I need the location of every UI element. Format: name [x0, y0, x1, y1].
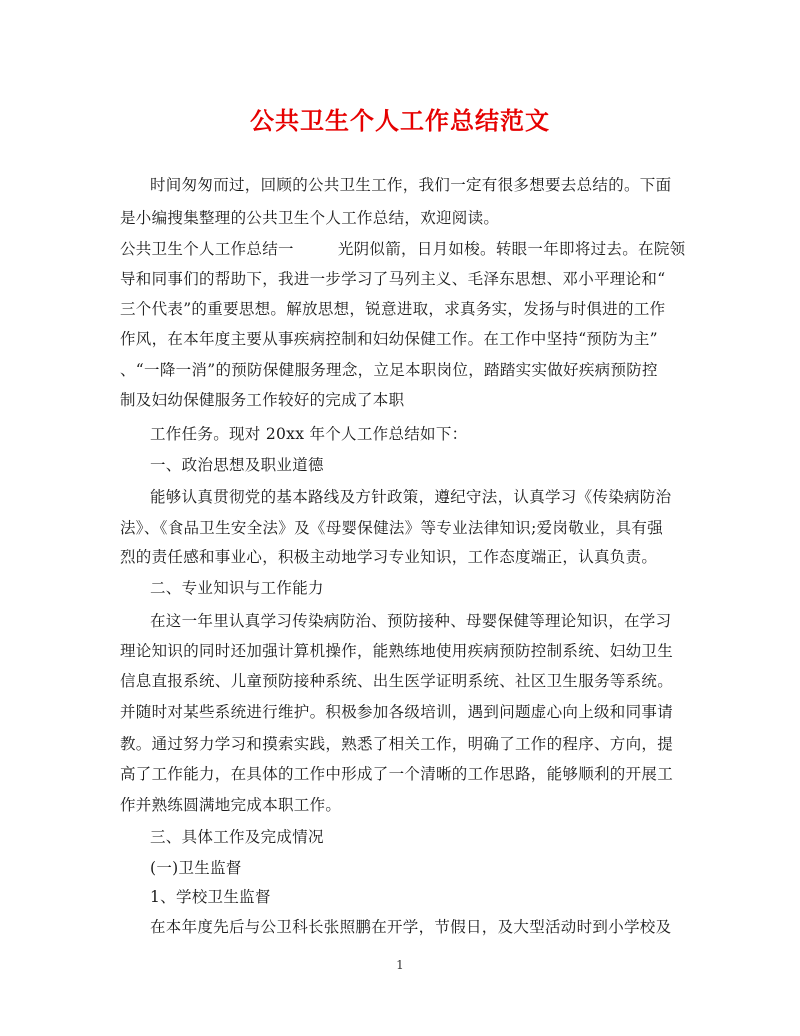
section-label: 公共卫生个人工作总结一	[120, 240, 294, 258]
body-line: 理论知识的同时还加强计算机操作，能熟练地使用疾病预防控制系统、妇幼卫生	[120, 642, 674, 660]
subsection-heading: 1、学校卫生监督	[150, 888, 271, 906]
intro-line: 时间匆匆而过，回顾的公共卫生工作，我们一定有很多想要去总结的。下面	[150, 176, 672, 194]
body-line: 烈的责任感和事业心，积极主动地学习专业知识，工作态度端正，认真负责。	[120, 548, 658, 566]
body-line: 在本年度先后与公卫科长张照鹏在开学，节假日，及大型活动时到小学校及	[150, 918, 672, 936]
body-line: 在这一年里认真学习传染病防治、预防接种、母婴保健等理论知识，在学习	[150, 612, 672, 630]
intro-line: 是小编搜集整理的公共卫生个人工作总结，欢迎阅读。	[120, 209, 500, 227]
section-first-text: 光阴似箭，日月如梭。转眼一年即将过去。在院领	[337, 240, 686, 258]
body-line: 法》、《食品卫生安全法》及《母婴保健法》等专业法律知识;爱岗敬业，具有强	[120, 519, 664, 537]
body-line: 并随时对某些系统进行维护。积极参加各级培训，遇到问题虚心向上级和同事请	[120, 703, 674, 721]
document-title: 公共卫生个人工作总结范文	[250, 106, 550, 135]
body-line: 作风，在本年度主要从事疾病控制和妇幼保健工作。在工作中坚持“预防为主”	[120, 330, 658, 348]
body-line: 三个代表”的重要思想。解放思想，锐意进取，求真务实，发扬与时俱进的工作	[120, 300, 666, 318]
section-heading-line	[0, 238, 800, 260]
section-heading: 三、具体工作及完成情况	[150, 828, 324, 846]
subsection-heading: (一)卫生监督	[150, 859, 242, 877]
body-line: 工作任务。现对 20xx 年个人工作总结如下：	[150, 425, 468, 443]
body-line: 作并熟练圆满地完成本职工作。	[120, 796, 342, 814]
body-line: 、“一降一消”的预防保健服务理念，立足本职岗位，踏踏实实做好疾病预防控	[120, 361, 658, 379]
body-line: 导和同事们的帮助下，我进一步学习了马列主义、毛泽东思想、邓小平理论和“	[120, 270, 666, 288]
page-number: 1	[396, 958, 404, 972]
body-line: 能够认真贯彻党的基本路线及方针政策，遵纪守法，认真学习《传染病防治	[150, 488, 672, 506]
body-line: 高了工作能力，在具体的工作中形成了一个清晰的工作思路，能够顺利的开展工	[120, 765, 674, 783]
body-line: 制及妇幼保健服务工作较好的完成了本职	[120, 391, 405, 409]
body-line: 信息直报系统、儿童预防接种系统、出生医学证明系统、社区卫生服务等系统。	[120, 672, 674, 690]
section-heading: 一、政治思想及职业道德	[150, 456, 324, 474]
body-line: 教。通过努力学习和摸索实践，熟悉了相关工作，明确了工作的程序、方向，提	[120, 735, 674, 753]
section-heading: 二、专业知识与工作能力	[150, 579, 324, 597]
